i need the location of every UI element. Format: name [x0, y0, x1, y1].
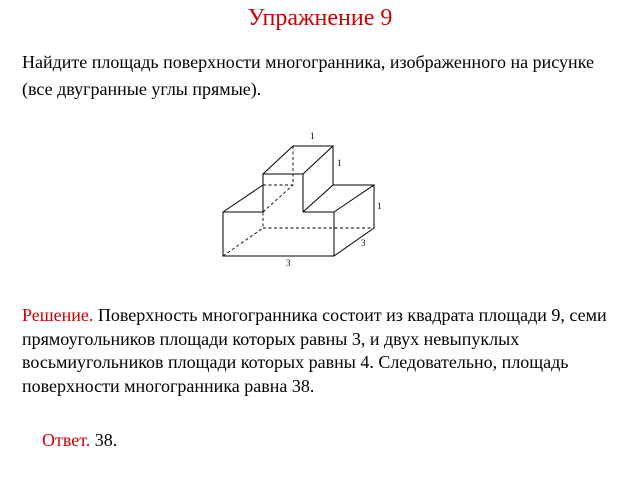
label-base-height: 1	[377, 201, 382, 211]
solution-block	[22, 304, 622, 398]
base-top-left	[223, 185, 263, 212]
label-depth: 3	[361, 238, 366, 248]
label-top-height: 1	[337, 158, 342, 168]
polyhedron-drawing	[210, 125, 410, 270]
base-front-face	[223, 212, 334, 256]
label-length: 3	[286, 258, 291, 268]
task-text: Найдите площадь поверхности многогранника, изображенного на рисунке (все двугранные углы прямые).	[22, 52, 594, 99]
answer-value: 38.	[90, 430, 118, 450]
upper-top-face	[263, 146, 333, 174]
base-right-face	[334, 185, 374, 256]
polyhedron-figure	[210, 125, 410, 270]
hidden-bottom-left	[223, 228, 263, 256]
solution-text: Поверхность многогранника состоит из квадрата площади 9, семи прямоугольников площади которых равны 3, и двух невыпуклых восьмиугольников площади которых равны 4. Следовательно, площадь поверхности многогранника равна 38.	[22, 305, 607, 396]
answer-block	[42, 428, 117, 452]
hidden-upper-diag	[263, 185, 293, 212]
slide-title: Упражнение 9	[247, 5, 393, 31]
solution-label: Решение.	[22, 305, 94, 325]
answer-label: Ответ.	[42, 430, 91, 450]
label-top-width: 1	[310, 131, 315, 141]
upper-right-face	[303, 146, 333, 212]
